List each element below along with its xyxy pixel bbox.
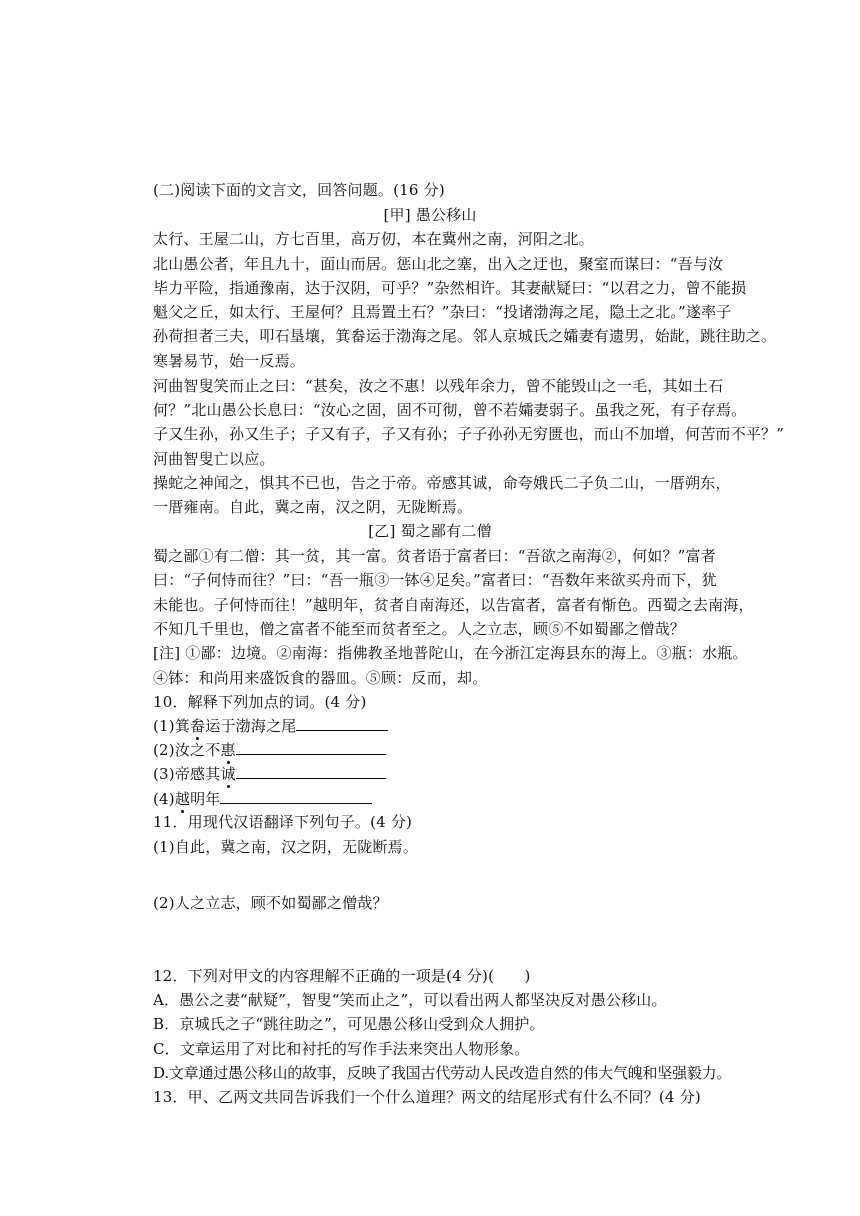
- q10-item-text: 运于渤海之尾: [205, 717, 297, 735]
- q11-item-1: (1)自此，冀之南，汉之阴，无陇断焉。: [153, 838, 419, 856]
- q10-item-2: [153, 740, 763, 760]
- dotted-word: 诚: [220, 765, 236, 783]
- q12-option-d: D.文章通过愚公移山的故事，反映了我国古代劳动人民改造自然的伟大气魄和坚强毅力。: [153, 1064, 732, 1082]
- text-a-line: 一厝雍南。自此，冀之南，汉之阴，无陇断焉。: [153, 498, 473, 516]
- q11-answer-space-2[interactable]: [153, 916, 763, 966]
- text-b-line: 曰：“子何恃而往？”曰：“吾一瓶③一钵④足矣。”富者曰：“吾数年来欲买舟而下，犹: [153, 571, 717, 589]
- q11-answer-space-1[interactable]: [153, 860, 763, 892]
- dotted-word: 越: [174, 790, 191, 808]
- q12-option-a: A．愚公之妻“献疑”，智叟“笑而止之”，可以看出两人都坚决反对愚公移山。: [153, 991, 667, 1009]
- text-a-line: 魁父之丘，如太行、王屋何？且焉置土石？”杂曰：“投诸渤海之尾，隐土之北。”遂率子: [153, 303, 732, 321]
- text-b-title: [乙] 蜀之鄙有二僧: [368, 522, 492, 540]
- text-a-title: [甲] 愚公移山: [383, 206, 477, 224]
- q10-stem: 10．解释下列加点的词。(4 分): [153, 693, 367, 711]
- text-a-line: 孙荷担者三夫，叩石垦壤，箕畚运于渤海之尾。邻人京城氏之孀妻有遗男，始龀，跳往助之。: [153, 327, 777, 345]
- q12-stem: 12．下列对甲文的内容理解不正确的一项是(4 分)( ): [153, 967, 531, 985]
- footnote-line: ④钵：和尚用来盛饭食的器皿。⑤顾：反而，却。: [153, 669, 488, 687]
- text-a-line: 何？”北山愚公长息曰：“汝心之固，固不可彻，曾不若孀妻弱子。虽我之死，有子存焉。: [153, 401, 747, 419]
- dotted-word: 畚: [190, 717, 206, 735]
- q10-item-1: [153, 716, 763, 736]
- q10-item-text: 明年: [190, 790, 221, 808]
- text-a-line: 毕力平险，指通豫南，达于汉阴，可乎？”杂然相许。其妻献疑曰：“以君之力，曾不能损: [153, 279, 747, 297]
- text-a-line: 子又生孙，孙又生子；子又有子，子又有孙；子子孙孙无穷匮也，而山不加增，何苦而不平？”: [153, 425, 785, 443]
- q10-item-text: (2)汝之不: [153, 741, 221, 759]
- text-a-line: 操蛇之神闻之，惧其不已也，告之于帝。帝感其诚，命夸娥氏二子负二山，一厝朔东，: [153, 474, 731, 492]
- q12-option-b: B．京城氏之子“跳往助之”，可见愚公移山受到众人拥护。: [153, 1015, 545, 1033]
- text-a-line: 寒暑易节，始一反焉。: [153, 352, 306, 370]
- section-heading: (二)阅读下面的文言文，回答问题。(16 分): [153, 181, 445, 199]
- text-a-line: 太行、王屋二山，方七百里，高万仞，本在冀州之南，河阳之北。: [153, 230, 594, 248]
- text-a-line: 河曲智叟笑而止之曰：“甚矣，汝之不惠！以残年余力，曾不能毁山之一毛，其如土石: [153, 377, 724, 395]
- q10-item-4: [153, 789, 763, 809]
- q10-item-text: (3)帝感其: [153, 765, 221, 783]
- answer-blank[interactable]: [236, 764, 386, 779]
- answer-blank[interactable]: [236, 740, 386, 755]
- q10-item-3: [153, 764, 763, 784]
- footnote-line: [注] ①鄙：边境。②南海：指佛教圣地普陀山，在今浙江定海县东的海上。③瓶：水瓶。: [153, 644, 748, 662]
- text-a-line: 北山愚公者，年且九十，面山而居。惩山北之塞，出入之迂也，聚室而谋曰：“吾与汝: [153, 255, 724, 273]
- q10-item-text: (4): [153, 790, 175, 808]
- q11-item-2: (2)人之立志，顾不如蜀鄙之僧哉？: [153, 894, 388, 912]
- dotted-word: 惠: [220, 741, 236, 759]
- q12-option-c: C．文章运用了对比和衬托的写作手法来突出人物形象。: [153, 1040, 530, 1058]
- text-b-line: 未能也。子何恃而往！”越明年，贫者自南海还，以告富者，富者有惭色。西蜀之去南海，: [153, 596, 754, 614]
- q13-stem: 13．甲、乙两文共同告诉我们一个什么道理？两文的结尾形式有什么不同？(4 分): [153, 1088, 701, 1106]
- text-a-line: 河曲智叟亡以应。: [153, 450, 275, 468]
- text-b-line: 不知几千里也，僧之富者不能至而贫者至之。人之立志，顾⑤不如蜀鄙之僧哉？: [153, 620, 686, 638]
- q10-item-text: (1)箕: [153, 717, 191, 735]
- answer-blank[interactable]: [296, 716, 388, 731]
- answer-blank[interactable]: [220, 789, 372, 804]
- text-b-line: 蜀之鄙①有二僧：其一贫，其一富。贫者语于富者曰：“吾欲之南海②，何如？”富者: [153, 547, 716, 565]
- q11-stem: 11．用现代汉语翻译下列句子。(4 分): [153, 813, 413, 831]
